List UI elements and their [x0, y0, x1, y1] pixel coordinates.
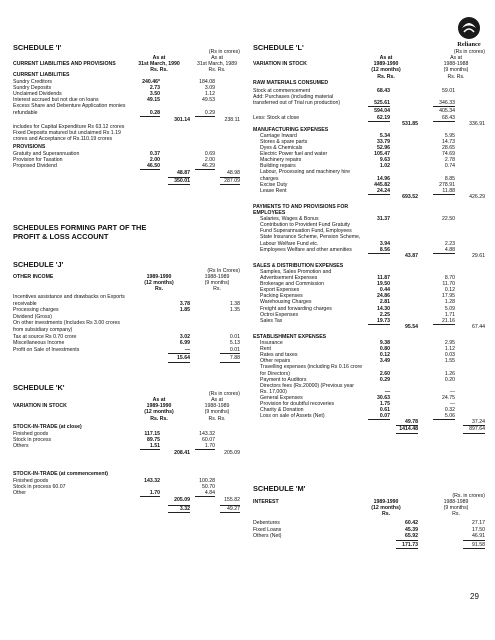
row-value-current: 0.80	[379, 346, 390, 353]
row-label: for Directors)	[260, 370, 290, 377]
row-label: Labour, Processing and machinery hire	[260, 169, 350, 176]
schedule-j-col2-head: 1988-1989 (9 months) Rs.	[204, 274, 230, 293]
row-label: Export Expenses	[260, 287, 300, 294]
row-value-current: 45.39	[405, 526, 418, 533]
row-value-current: 30.63	[377, 394, 390, 401]
schedule-j-col1-head: 1989-1990 (12 months) Rs.	[144, 274, 174, 293]
subtotal-current: 301.14	[174, 116, 190, 123]
net-current: 3.32	[179, 506, 190, 513]
row-value-previous: 49.53	[202, 97, 215, 104]
schedule-k-col2-head: As at 1988-1989 (9 months) Rs. Rs.	[204, 397, 230, 422]
row-label: Finished goods	[13, 431, 49, 438]
row-label: transferred out of Trial run production)	[253, 100, 341, 107]
row-value-current: 0.37	[149, 151, 160, 158]
total-current: 15.64	[177, 355, 190, 362]
row-value-previous: 27.17	[472, 520, 485, 526]
schedule-l-pay-heading: PAYMENTS TO AND PROVISIONS FOR EMPLOYEES	[253, 203, 349, 217]
row-value-previous: 28.65	[442, 145, 455, 151]
page-number: 29	[470, 592, 479, 601]
row-value-previous: 278.91	[439, 181, 455, 188]
row-value-current: —	[384, 388, 390, 395]
row-value-current: 11.87	[377, 275, 390, 281]
row-value-previous: 14.73	[442, 138, 455, 145]
row-value-previous: 346.33	[439, 100, 455, 107]
row-label: Other	[13, 490, 26, 496]
schedule-i-unit: (Rs in crores)	[208, 49, 240, 55]
rule-line	[168, 184, 190, 185]
row-value-current: 1.70	[149, 490, 160, 496]
row-value-previous: 2.78	[444, 157, 455, 164]
subtotal-previous: 238.11	[224, 116, 240, 123]
row-value-previous: 1.12	[444, 346, 455, 353]
row-value-previous: 0.01	[229, 346, 240, 353]
schedule-j-unit: (Rs In Crores)	[207, 268, 240, 274]
raw-sum-current: 594.04	[374, 108, 390, 115]
row-label: Finished goods	[13, 477, 49, 484]
schedule-m-col2-head: 1988-1989 (9 months) Rs.	[443, 499, 469, 518]
row-value-previous: 2.00	[204, 157, 215, 164]
total-previous: 7.88	[229, 355, 240, 362]
row-value-current: 46.50	[147, 163, 160, 170]
row-value-current: 31.37	[377, 216, 390, 223]
row-label: Other repairs	[260, 358, 291, 365]
row-label: State Insurance Scheme, Pension Scheme,	[260, 234, 361, 241]
rule-line	[368, 106, 390, 107]
row-label: Samples, Sales Promotion and	[260, 268, 332, 275]
row-label: Proposed Dividend	[13, 163, 57, 170]
row-value-previous: 0.32	[444, 407, 455, 414]
row-value-current: 0.28	[149, 109, 160, 116]
row-value-current: 3.49	[379, 358, 390, 365]
row-label: Gratuity and Superannuation	[13, 151, 80, 158]
row-label: Carriage Inward	[260, 132, 297, 139]
row-value-current: 3.50	[149, 91, 160, 98]
row-value-previous: 59.01	[442, 88, 455, 95]
schedule-l-mfg-heading: MANUFACTURING EXPENSES	[253, 126, 329, 133]
row-value-previous: 3.09	[204, 85, 215, 92]
row-label: Employees Welfare and other amenities	[260, 246, 352, 253]
row-label: Brokerage and Commission	[260, 281, 325, 288]
row-label: Provision for Taxation	[13, 157, 63, 164]
row-value-current: 5.34	[379, 132, 390, 139]
row-label: Fund Superannuation Fund, Employees	[260, 228, 352, 235]
row-label: Excise Duty	[260, 181, 288, 188]
row-value-previous: 11.88	[442, 187, 455, 194]
row-label: Unclaimed Dividends	[13, 91, 62, 98]
row-value-previous: 21.16	[442, 317, 455, 324]
row-value-current: 445.82	[374, 181, 390, 188]
row-label: Tax at source Rs 0.70 crore	[13, 333, 77, 340]
row-value-previous: 1.38	[229, 300, 240, 307]
row-value-previous: 0.12	[444, 287, 455, 294]
subtotal-current: 205.09	[174, 497, 190, 504]
row-label: Debentures	[253, 520, 280, 526]
row-value-current: 1.75	[379, 401, 390, 407]
row-value-previous: 0.20	[444, 376, 455, 383]
row-label: Stock in process	[13, 437, 52, 444]
row-label: Sales Tax	[260, 317, 283, 324]
schedule-l-col1-head: As at 1989-1990 (12 months) Rs. Rs.	[371, 55, 401, 80]
schedule-l-unit: (Rs in crores)	[453, 49, 485, 55]
total-previous: 91.58	[472, 541, 485, 548]
row-value-current: 9.63	[379, 157, 390, 164]
row-label: Profit on Sale of Investments	[13, 346, 80, 353]
rule-line	[463, 548, 485, 549]
schedule-i-col2-head: As at 31st March, 1989 Rs. Rs.	[196, 55, 238, 74]
less-label: Less: Stock at close	[253, 114, 300, 121]
rule-line	[463, 433, 485, 434]
row-value-current: 14.96	[377, 175, 390, 182]
pay-total-previous: 29.61	[472, 252, 485, 259]
row-value-current: 105.47	[374, 151, 390, 158]
rule-line	[433, 106, 455, 107]
row-value-current: 49.15	[147, 97, 160, 104]
row-value-current: 1.51	[149, 443, 160, 450]
row-label: Payment to Auditors	[260, 376, 307, 383]
row-value-previous: 2.23	[444, 240, 455, 247]
note-line: crores and Acceptance of Rs.110.19 crores	[13, 135, 113, 142]
row-label: Provision for doubtful recoveries	[260, 401, 335, 407]
row-value-current: 19.50	[377, 281, 390, 288]
row-value-current: 2.81	[379, 299, 390, 306]
schedule-m-title: SCHEDULE 'M'	[253, 484, 306, 493]
row-label: Freight and forwarding charges	[260, 305, 332, 312]
rule-line	[168, 362, 190, 363]
subtotal-current: 48.87	[177, 170, 190, 177]
row-value-current: 525.61	[374, 100, 390, 107]
row-value-current: 6.99	[179, 340, 190, 347]
row-value-previous: 46.91	[472, 533, 485, 540]
schedule-l-col2-head: As at 1988-1988 (9 months) Rs. Rs.	[443, 55, 469, 80]
row-label: Electric Power fuel and water	[260, 151, 328, 158]
row-label: Rs. 17,000)	[260, 388, 287, 395]
row-label: Interest accrued but not due on loans	[13, 97, 99, 104]
sales-total-current: 95.54	[405, 323, 418, 330]
row-value-current: 33.79	[377, 138, 390, 145]
rule-line	[220, 353, 240, 354]
row-value-previous: 0.69	[204, 151, 215, 158]
rule-line	[168, 353, 190, 354]
row-value-previous: 22.50	[442, 216, 455, 223]
row-value-previous: 1.26	[444, 370, 455, 377]
row-value-previous: 4.88	[444, 246, 455, 253]
row-label: Building repairs	[260, 163, 296, 170]
row-value-previous: —	[449, 401, 455, 407]
row-value-previous: 1.71	[444, 311, 455, 318]
row-value-previous: 24.75	[442, 394, 455, 401]
row-value-current: 2.00	[149, 157, 160, 164]
schedule-l-heading: VARIATION IN STOCK	[253, 61, 307, 67]
row-label: Add: Purchases (including material	[253, 94, 334, 101]
schedule-m-unit: (Rs. in crores)	[452, 493, 485, 499]
row-label: Rates and taxes	[260, 352, 298, 359]
row-label: Fixed Loans	[253, 526, 282, 533]
pay-total-current: 43.87	[405, 252, 418, 259]
row-value-previous: 5.13	[229, 340, 240, 347]
raw-total-previous: 336.91	[469, 120, 485, 127]
total-previous: 287.09	[224, 177, 240, 184]
row-value-previous: 50.70	[202, 483, 215, 490]
row-label: Machinery repairs	[260, 157, 302, 164]
schedule-k-unit: (Rs in crores)	[208, 391, 240, 397]
row-label: Directors fees (Rs.20000) (Previous year	[260, 382, 354, 389]
row-value-current: 1.02	[379, 163, 390, 170]
row-label: Travelling expenses (including Rs 0.16 crore	[260, 364, 363, 371]
row-value-previous: 100.28	[199, 477, 215, 484]
schedule-k-comm-heading: STOCK-IN-TRADE (at commencement)	[13, 470, 109, 477]
schedule-m-heading: INTEREST	[253, 499, 279, 505]
row-value-previous: —	[449, 388, 455, 395]
schedule-l-raw-heading: RAW MATERIALS CONSUMED	[253, 80, 329, 86]
mfg-total-current: 693.52	[402, 193, 418, 200]
row-label: Charity & Donation	[260, 407, 304, 414]
total-current: 350.01	[174, 177, 190, 184]
row-label: General Expenses	[260, 394, 303, 401]
est-total-current: 49.78	[405, 419, 418, 426]
row-label: Stores & spare parts	[260, 138, 308, 145]
schedules-forming-title: SCHEDULES FORMING PART OF THE PROFIT & LOSS ACCOUNT	[13, 223, 147, 241]
row-value-current: 0.07	[379, 413, 390, 420]
schedule-i-sub2: PROVISIONS	[13, 144, 46, 150]
row-label: Labour Welfare Fund etc.	[260, 240, 319, 247]
row-label: from subsidiary company)	[13, 327, 73, 333]
schedule-k-close-heading: STOCK-IN-TRADE (at close)	[13, 424, 82, 430]
row-label: Rent	[260, 346, 271, 353]
row-label: Lease Rent	[260, 187, 287, 194]
row-value-previous: 17.95	[442, 293, 455, 300]
row-value-current: 24.86	[377, 293, 390, 300]
row-value-previous: 5.09	[444, 305, 455, 312]
row-value-current: —	[184, 346, 190, 353]
row-value-previous: 1.35	[229, 307, 240, 314]
row-label: refundable	[13, 109, 38, 116]
row-value-previous: 8.85	[444, 175, 455, 182]
row-label: Others	[13, 443, 29, 450]
row-value-current: 1.85	[179, 307, 190, 314]
subtotal-previous: 155.82	[224, 497, 240, 504]
row-value-current: 3.94	[379, 240, 390, 247]
subtotal-previous: 205.09	[224, 450, 240, 457]
logo-text: Reliance	[457, 41, 481, 48]
row-value-previous: 0.29	[204, 109, 215, 116]
row-value-previous: 143.32	[199, 431, 215, 438]
schedule-i-heading: CURRENT LIABILITIES AND PROVISIONS	[13, 61, 116, 67]
row-value-current: 9.38	[379, 340, 390, 346]
row-label: Advertisement Expenses	[260, 275, 318, 281]
row-value-previous: 1.12	[204, 91, 215, 98]
row-value-previous: 1.70	[204, 443, 215, 450]
row-label: receivable	[13, 300, 37, 307]
mfg-total-previous: 426.29	[469, 193, 485, 200]
subtotal-previous: 48.98	[227, 170, 240, 177]
row-value-current: 65.92	[405, 533, 418, 540]
row-value-current: 0.61	[379, 407, 390, 414]
row-label: Contribution to Provident Fund Gratuity	[260, 222, 350, 229]
raw-sum-previous: 405.34	[439, 108, 455, 115]
schedule-k-heading: VARIATION IN STOCK	[13, 403, 67, 409]
schedule-k-col1-head: As at 1989-1990 (12 months) Rs. Rs.	[144, 397, 174, 422]
row-value-previous: 0.74	[444, 163, 455, 170]
row-value-previous: 184.08	[199, 79, 215, 85]
row-value-current: 24.24	[377, 187, 390, 194]
schedule-j-title: SCHEDULE 'J'	[13, 260, 64, 269]
sales-total-previous: 67.44	[472, 323, 485, 330]
row-label: Salaries, Wages & Bonus	[260, 216, 319, 223]
rule-line	[396, 433, 418, 434]
row-label: Sundry Deposits	[13, 85, 52, 92]
row-value-current: 0.44	[379, 287, 390, 294]
row-label: On other investments (Includes Rs 3.00 crores	[13, 320, 120, 327]
row-value-current: 2.60	[379, 370, 390, 377]
row-label: Stock at commencement	[253, 88, 311, 95]
row-label: Processing charges	[13, 307, 59, 314]
rule-line	[396, 548, 418, 549]
schedule-j-heading: OTHER INCOME	[13, 274, 54, 280]
row-value-current: 89.75	[147, 437, 160, 444]
row-value-current: 2.25	[379, 311, 390, 318]
schedule-l-title: SCHEDULE 'L'	[253, 43, 304, 52]
row-value-current: 0.12	[379, 352, 390, 359]
row-label: Incentives assistance and drawbacks on Exports	[13, 294, 125, 300]
est-total-previous: 37.24	[472, 419, 485, 426]
rule-line	[220, 362, 240, 363]
row-value-current: 52.96	[377, 145, 390, 151]
row-value-current: 2.73	[149, 85, 160, 92]
row-label: Excess Share and Debenture Application monies	[13, 103, 126, 110]
note-line: Fixed Deposits matured but unclaimed Rs 1.19	[13, 129, 121, 136]
schedule-l-sales-heading: SALES & DISTRIBUTION EXPENSES	[253, 262, 344, 269]
row-label: Dyes & Chemicals	[260, 145, 303, 151]
rule-line	[463, 540, 485, 541]
row-label: Stock in process 60.07	[13, 483, 66, 490]
row-value-current: 68.43	[377, 88, 390, 95]
row-value-current: 8.56	[379, 246, 390, 253]
row-value-current: 117.15	[144, 431, 160, 438]
subtotal-current: 208.41	[174, 450, 190, 457]
row-value-previous: 11.70	[442, 281, 455, 288]
row-value-previous: 0.03	[444, 352, 455, 359]
row-value-current: 14.30	[377, 305, 390, 312]
less-previous: 68.43	[442, 114, 455, 121]
note-line: includes for Capital Expenditure Rs 63.12 crores	[13, 123, 125, 130]
row-value-previous: 46.29	[202, 163, 215, 170]
total-current: 171.73	[402, 541, 418, 548]
row-value-current: 0.29	[379, 376, 390, 383]
grand-total-current: 1414.48	[399, 426, 418, 433]
row-value-previous: 0.01	[229, 333, 240, 340]
row-value-current: 143.32	[144, 477, 160, 484]
less-current: 62.19	[377, 114, 390, 121]
row-value-current: 3.78	[179, 300, 190, 307]
row-value-previous: 74.69	[442, 151, 455, 158]
row-label: charges	[260, 175, 279, 182]
row-label: Loss on sale of Assets (Net)	[260, 413, 325, 420]
schedule-i-title: SCHEDULE 'I'	[13, 43, 62, 52]
row-value-current: 60.42	[405, 520, 418, 526]
schedule-i-col1-head: As at 31st March, 1990 Rs. Rs.	[138, 55, 180, 74]
net-previous: 49.27	[227, 506, 240, 513]
row-value-previous: 5.06	[444, 413, 455, 420]
reliance-logo	[451, 12, 487, 48]
schedule-l-est-heading: ESTABLISHMENT EXPENSES	[253, 333, 327, 340]
row-label: Sundry Creditors	[13, 79, 52, 85]
row-value-previous: 1.55	[444, 358, 455, 365]
row-value-previous: 60.07	[202, 437, 215, 444]
row-label: Octroi Expenses	[260, 311, 299, 318]
row-value-previous: 2.95	[444, 340, 455, 346]
rule-line	[220, 512, 240, 513]
grand-total-previous: 897.64	[469, 426, 485, 433]
row-value-previous: 8.70	[444, 275, 455, 281]
row-value-current: 240.46*	[142, 79, 160, 85]
row-label: Insurance	[260, 340, 283, 346]
schedule-k-title: SCHEDULE 'K'	[13, 383, 65, 392]
schedule-m-col1-head: 1989-1990 (12 months) Rs.	[371, 499, 401, 518]
row-value-current: 3.02	[179, 333, 190, 340]
row-value-previous: 4.84	[204, 490, 215, 496]
row-value-previous: 17.50	[472, 526, 485, 533]
schedule-i-sub1: CURRENT LIABILITIES	[13, 72, 70, 78]
row-value-previous: 1.28	[444, 299, 455, 306]
rule-line	[396, 540, 418, 541]
rule-line	[168, 512, 190, 513]
row-value-current: 19.73	[377, 317, 390, 324]
row-value-previous: 5.95	[444, 132, 455, 139]
raw-total-current: 531.85	[402, 120, 418, 127]
row-label: Warehousing Charges	[260, 299, 312, 306]
row-label: Miscellaneous Income	[13, 340, 65, 347]
row-label: Others (Net)	[253, 533, 282, 540]
row-label: Packing Expenses	[260, 293, 303, 300]
rule-line	[220, 184, 240, 185]
row-label: Dividend (Gross)	[13, 313, 52, 320]
